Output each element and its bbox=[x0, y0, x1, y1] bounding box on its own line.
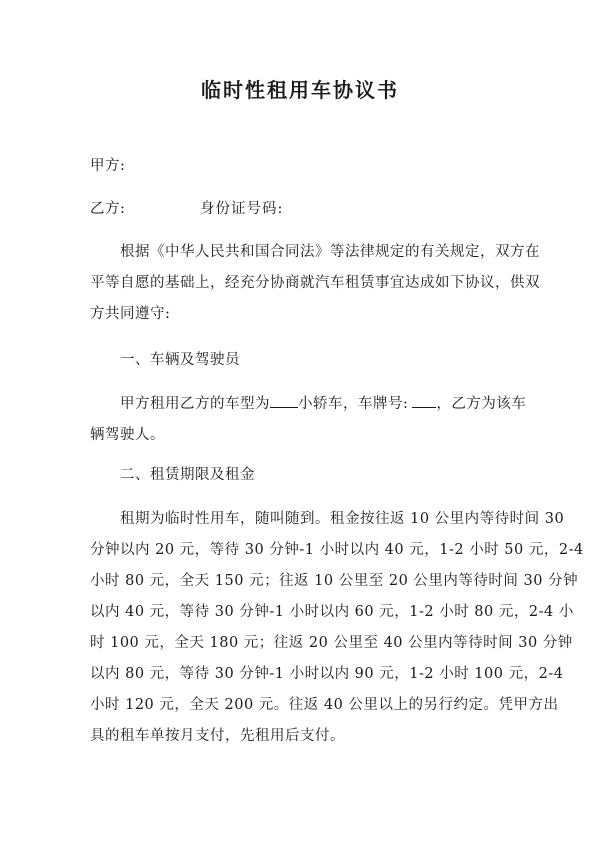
section2-line-2: 分钟以内 20 元，等待 30 分钟-1 小时以内 40 元，1-2 小时 50 元，2-4 bbox=[90, 542, 584, 558]
section2-line-8: 具的租车单按月支付，先租用后支付。 bbox=[90, 728, 345, 744]
intro-line-2: 平等自愿的基础上，经充分协商就汽车租赁事宜达成如下协议，供双 bbox=[90, 275, 540, 291]
party-a-label: 甲方: bbox=[90, 158, 126, 174]
intro-line-1: 根据《中华人民共和国合同法》等法律规定的有关规定，双方在 bbox=[120, 244, 540, 260]
section2-heading: 二、租赁期限及租金 bbox=[120, 467, 255, 483]
section2-line-3: 小时 80 元，全天 150 元；往返 10 公里至 20 公里内等待时间 30 分钟 bbox=[90, 573, 579, 589]
id-number-label: 身份证号码: bbox=[200, 201, 284, 217]
document-title: 临时性租用车协议书 bbox=[201, 78, 399, 102]
section1-text-b: 小轿车，车牌号: bbox=[298, 396, 409, 412]
car-model-blank bbox=[270, 393, 298, 408]
party-b-label: 乙方: bbox=[90, 201, 126, 217]
section1-text-a: 甲方租用乙方的车型为 bbox=[120, 396, 270, 412]
section2-line-4: 以内 40 元，等待 30 分钟-1 小时以内 60 元，1-2 小时 80 元，2-4 小 bbox=[90, 604, 574, 620]
section2-line-6: 以内 80 元，等待 30 分钟-1 小时以内 90 元，1-2 小时 100 元，2-4 bbox=[90, 666, 564, 682]
section1-text-c: ，乙方为该车 bbox=[436, 396, 527, 412]
plate-number-blank bbox=[412, 393, 436, 408]
section1-line-2: 辆驾驶人。 bbox=[90, 427, 165, 443]
section1-line-1 bbox=[120, 392, 526, 413]
section2-line-7: 小时 120 元，全天 200 元。往返 40 公里以上的另行约定。凭甲方出 bbox=[90, 697, 559, 713]
section2-line-5: 时 100 元，全天 180 元；往返 20 公里至 40 公里内等待时间 30 分钟 bbox=[90, 635, 573, 651]
section1-heading: 一、车辆及驾驶员 bbox=[120, 352, 240, 368]
intro-line-3: 方共同遵守: bbox=[90, 306, 171, 322]
section2-line-1: 租期为临时性用车，随叫随到。租金按往返 10 公里内等待时间 30 bbox=[120, 511, 565, 527]
